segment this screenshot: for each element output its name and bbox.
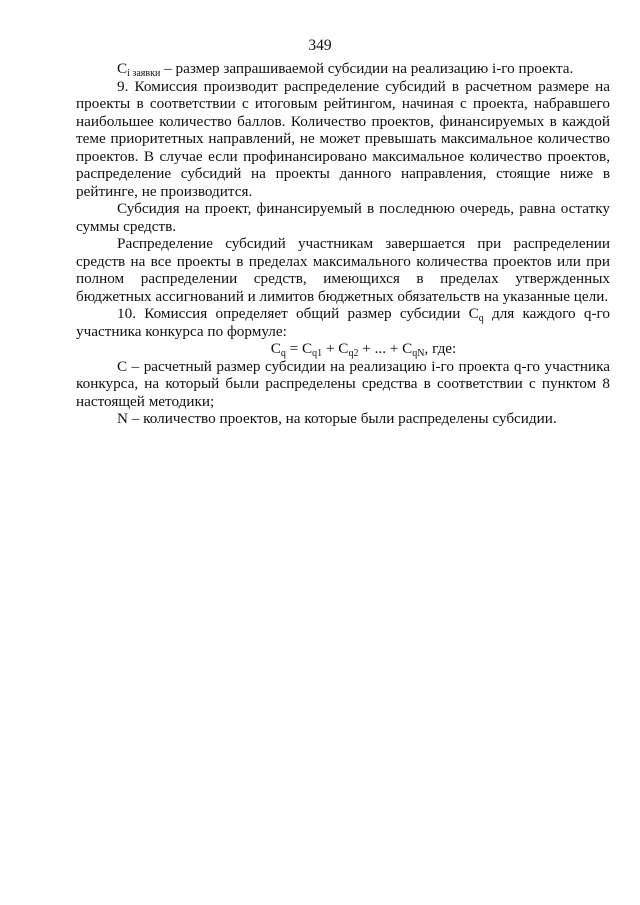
symbol-subscript: q <box>478 313 484 324</box>
paragraph-distribution-end: Распределение субсидий участникам завершается при распределении средств на все проекты в пределах максимального количества проектов или при полном распределении средств, имеющихся в пределах утвержденных бюджетных ассигнований и лимитов бюджетных обязательств на указанные цели. <box>76 235 610 305</box>
symbol-c: C <box>117 60 128 77</box>
page-number: 349 <box>308 37 332 54</box>
definition-n: N – количество проектов, на которые были распределены субсидии. <box>117 410 557 427</box>
symbol-subscript: i заявки <box>127 68 161 79</box>
paragraph-last-project: Субсидия на проект, финансируемый в последнюю очередь, равна остатку суммы средств. <box>76 200 610 235</box>
definition-c: C – расчетный размер субсидии на реализацию i-го проекта q-го участника конкурса, на который были распределены средства в соответствии с пунктом 8 настоящей методики; <box>76 357 610 410</box>
definition-c-i <box>76 60 610 78</box>
item-10-paragraph: 10. Комиссия определяет общий размер субсидии $C_q$ для каждого q-го участника конкурса по формуле: <box>76 305 610 340</box>
item-9-paragraph: 9. Комиссия производит распределение субсидий в расчетном размере на проекты в соответствии с итоговым рейтингом, начиная с проекта, набравшего наибольшее количество баллов. Количество проектов, финансируемых в каждой теме приоритетных направлений, не может превышать максимальное количество проектов. В случае если профинансировано максимальное количество проектов, распределение субсидий на проекты данного направления, стоящие ниже в рейтинге, не производится. <box>76 77 610 200</box>
definition-text: – размер запрашиваемой субсидии на реализацию i-го проекта. <box>160 60 574 77</box>
document-body <box>76 60 610 428</box>
formula: $C_q = C_{q1} + C_{q2}$ + ... + $C_{qN}$, где: <box>270 340 457 359</box>
